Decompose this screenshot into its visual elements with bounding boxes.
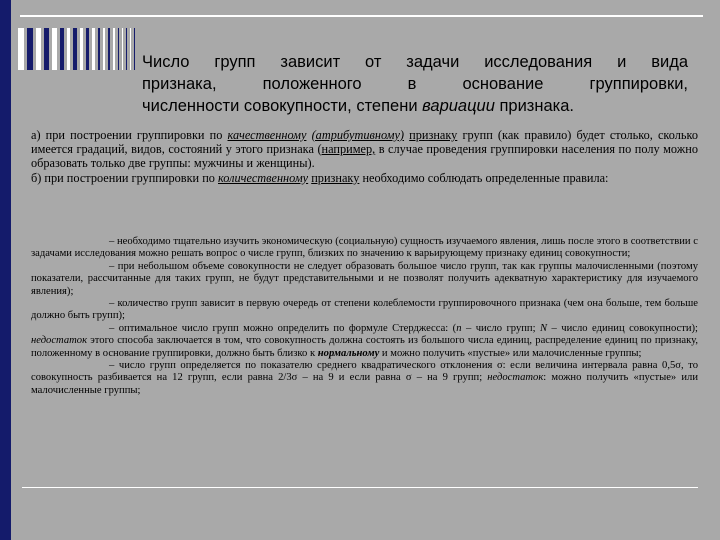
bottom-divider-line <box>22 487 698 488</box>
main-body-text <box>31 128 698 185</box>
rule-item-4: – оптимальное число групп можно определить по формуле Стерджесса: (n – число групп; N – число единиц совокупности); недостаток этого способа заключается в том, что совокупность должна состоять из большого числа единиц, распределение единиц по признаку, положенному в основание группировки, должно быть близко к нормальному и можно получить «пустые» или малочисленные группы; <box>31 322 698 359</box>
title-line-2: признака, положенного в основание группировки, <box>142 75 688 93</box>
title-line-3: численности совокупности, степени вариации признака. <box>142 97 574 115</box>
decorative-stripes <box>18 28 138 70</box>
rule-item-1: – необходимо тщательно изучить экономическую (социальную) сущность изучаемого явления, лишь после этого в соответствии с задачами исследования можно решать вопрос о числе групп, близких по значению к варьирующему признаку единиц совокупности; <box>31 236 698 260</box>
title-line-1: Число групп зависит от задачи исследования и вида <box>142 53 688 71</box>
slide-title <box>142 51 688 117</box>
rule-item-3: – количество групп зависит в первую очередь от степени колеблемости группировочного признака (чем она больше, тем больше должно быть групп); <box>31 298 698 322</box>
rules-list <box>31 236 698 397</box>
top-divider-line <box>20 15 703 17</box>
rule-item-5: – число групп определяется по показателю среднего квадратического отклонения σ: если величина интервала равна 0,5σ, то совокупность разбивается на 12 групп, если равна 2/3σ – на 9 и если равна σ – на 9 групп; недостаток: можно получить «пустые» или малочисленные группы; <box>31 360 698 396</box>
paragraph-b: б) при построении группировки по количественному признаку необходимо соблюдать определенные правила: <box>31 170 609 185</box>
left-accent-bar <box>0 0 11 540</box>
rule-item-2: – при небольшом объеме совокупности не следует образовать большое число групп, так как группы малочисленными (поэтому показатели, рассчитанные для таких групп, не будут представительными и не позволят получить адекватную характеристику для изучаемого явления); <box>31 260 698 297</box>
paragraph-a: а) при построении группировки по качественному (атрибутивному) признаку групп (как правило) будет столько, сколько имеется градаций, видов, состояний у этого признака (например, в случае проведения группировки населения по полу можно образовать только две группы: мужчины и женщины). <box>31 128 698 171</box>
